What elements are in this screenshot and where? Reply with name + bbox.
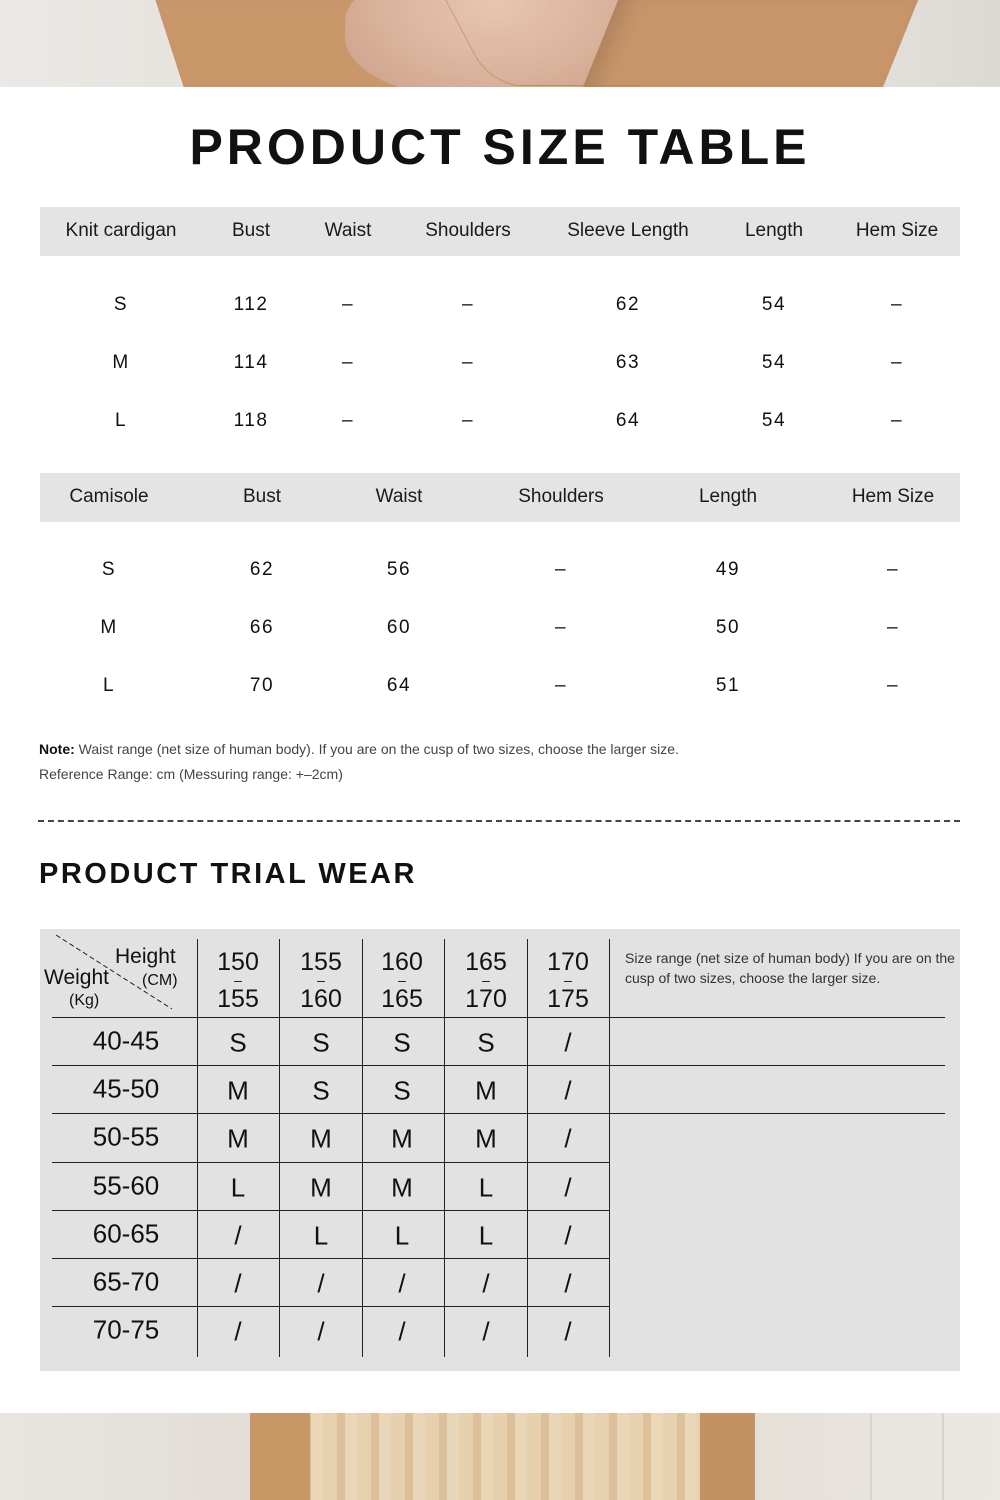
- size-recommendation: S: [312, 1075, 330, 1106]
- size-recommendation: /: [317, 1316, 325, 1347]
- cardigan-size-table: [40, 207, 960, 450]
- model-photo-top: [0, 0, 1000, 87]
- table-cell: 64: [615, 410, 641, 431]
- size-recommendation: L: [394, 1220, 410, 1251]
- table-cell: 49: [715, 559, 741, 580]
- table-cell: 50: [715, 617, 741, 638]
- weight-range-label: 45-50: [92, 1073, 160, 1104]
- size-recommendation: /: [564, 1075, 572, 1106]
- size-recommendation: L: [478, 1220, 494, 1251]
- table-cell: –: [461, 352, 475, 373]
- table-cell: –: [554, 617, 568, 638]
- column-header: Length: [698, 486, 758, 507]
- grid-rule: [52, 1210, 609, 1211]
- table-row: [40, 541, 960, 599]
- size-recommendation: /: [564, 1316, 572, 1347]
- trial-wear-table: [40, 929, 960, 1371]
- table-cell: 66: [249, 617, 275, 638]
- table-cell: –: [886, 559, 900, 580]
- column-header: Shoulders: [425, 220, 511, 241]
- dashed-divider: [38, 820, 960, 822]
- note-text: Waist range (net size of human body). If you are on the cusp of two sizes, choose the larger size.: [74, 741, 679, 757]
- column-header: Camisole: [69, 486, 149, 507]
- table-header-row: [40, 473, 960, 522]
- tote-bag: [870, 1413, 944, 1500]
- grid-rule: [52, 1162, 609, 1163]
- range-separator: –: [234, 972, 242, 988]
- size-recommendation: /: [564, 1268, 572, 1299]
- size-recommendation: S: [229, 1027, 247, 1058]
- size-recommendation: /: [234, 1220, 242, 1251]
- table-cell: –: [341, 352, 355, 373]
- table-cell: 112: [233, 294, 269, 315]
- table-cell: –: [890, 294, 904, 315]
- table-cell: M: [100, 617, 118, 638]
- column-header: Sleeve Length: [567, 220, 689, 241]
- table-cell: –: [886, 617, 900, 638]
- size-recommendation: M: [475, 1075, 497, 1106]
- table-cell: –: [886, 675, 900, 696]
- page-title: PRODUCT SIZE TABLE: [189, 119, 811, 175]
- column-header: Waist: [324, 220, 372, 241]
- table-row: [40, 392, 960, 450]
- corner-cm-label: (CM): [142, 972, 178, 989]
- column-header: Bust: [231, 220, 271, 241]
- table-cell: 62: [615, 294, 641, 315]
- column-header: Length: [744, 220, 804, 241]
- size-recommendation: M: [391, 1123, 413, 1154]
- pleated-skirt: [255, 1413, 735, 1500]
- table-cell: L: [114, 410, 128, 431]
- size-recommendation: /: [482, 1268, 490, 1299]
- table-cell: S: [101, 559, 117, 580]
- height-min: 165: [465, 948, 507, 976]
- size-recommendation: /: [234, 1268, 242, 1299]
- height-min: 150: [217, 948, 259, 976]
- grid-rule: [197, 939, 198, 1357]
- table-cell: 70: [249, 675, 275, 696]
- size-recommendation: /: [482, 1316, 490, 1347]
- table-cell: –: [554, 559, 568, 580]
- grid-rule: [52, 1113, 609, 1114]
- table-cell: –: [554, 675, 568, 696]
- weight-range-label: 60-65: [92, 1218, 160, 1249]
- size-note: [39, 737, 679, 787]
- corner-height-label: Height: [115, 945, 176, 968]
- grid-rule: [279, 939, 280, 1357]
- range-separator: –: [564, 972, 572, 988]
- table-cell: 63: [615, 352, 641, 373]
- grid-rule: [609, 939, 610, 1357]
- size-range-note: Size range (net size of human body) If you are on the cusp of two sizes, choose the larger size.: [625, 950, 955, 986]
- range-separator: –: [398, 972, 406, 988]
- height-range-header: [217, 949, 259, 1012]
- column-header: Knit cardigan: [65, 220, 177, 241]
- height-min: 170: [547, 948, 589, 976]
- size-recommendation: /: [234, 1316, 242, 1347]
- reference-range: Reference Range: cm (Messuring range: +–2cm): [39, 766, 343, 782]
- cardigan-sleeve-right: [700, 1413, 755, 1500]
- table-cell: 60: [386, 617, 412, 638]
- size-recommendation: /: [564, 1027, 572, 1058]
- size-recommendation: M: [391, 1172, 413, 1203]
- corner-kg-label: (Kg): [69, 992, 100, 1009]
- size-recommendation: /: [564, 1172, 572, 1203]
- weight-range-label: 55-60: [92, 1170, 160, 1201]
- table-cell: –: [890, 352, 904, 373]
- size-recommendation: M: [310, 1123, 332, 1154]
- height-max: 175: [547, 985, 589, 1013]
- size-recommendation: /: [564, 1123, 572, 1154]
- column-header: Bust: [242, 486, 282, 507]
- size-recommendation: M: [227, 1075, 249, 1106]
- size-recommendation: M: [475, 1123, 497, 1154]
- column-header: Hem Size: [855, 220, 939, 241]
- size-recommendation: L: [478, 1172, 494, 1203]
- height-max: 165: [381, 985, 423, 1013]
- table-cell: 51: [715, 675, 741, 696]
- table-cell: 118: [233, 410, 269, 431]
- size-recommendation: S: [312, 1027, 330, 1058]
- table-cell: 114: [233, 352, 269, 373]
- column-header: Shoulders: [518, 486, 604, 507]
- grid-rule: [52, 1258, 609, 1259]
- trial-wear-title: PRODUCT TRIAL WEAR: [39, 858, 417, 890]
- table-cell: M: [112, 352, 130, 373]
- height-max: 170: [465, 985, 507, 1013]
- camisole-size-table: [40, 473, 960, 715]
- size-recommendation: /: [398, 1268, 406, 1299]
- size-recommendation: L: [313, 1220, 329, 1251]
- size-recommendation: M: [227, 1123, 249, 1154]
- size-recommendation: S: [393, 1027, 411, 1058]
- table-cell: 54: [761, 294, 787, 315]
- size-recommendation: /: [564, 1220, 572, 1251]
- grid-rule: [527, 939, 528, 1357]
- height-min: 160: [381, 948, 423, 976]
- size-recommendation: /: [317, 1268, 325, 1299]
- table-cell: –: [461, 410, 475, 431]
- table-cell: 54: [761, 352, 787, 373]
- grid-rule: [52, 1017, 945, 1018]
- corner-weight-label: Weight: [44, 966, 109, 989]
- height-max: 160: [300, 985, 342, 1013]
- table-cell: 64: [386, 675, 412, 696]
- grid-rule: [444, 939, 445, 1357]
- table-row: [40, 334, 960, 392]
- height-min: 155: [300, 948, 342, 976]
- size-recommendation: M: [310, 1172, 332, 1203]
- table-cell: –: [890, 410, 904, 431]
- column-header: Hem Size: [851, 486, 935, 507]
- weight-range-label: 40-45: [92, 1025, 160, 1056]
- table-header-row: [40, 207, 960, 256]
- weight-range-label: 50-55: [92, 1121, 160, 1152]
- table-cell: –: [341, 294, 355, 315]
- table-cell: –: [341, 410, 355, 431]
- weight-range-label: 65-70: [92, 1266, 160, 1297]
- height-range-header: [300, 949, 342, 1012]
- table-cell: S: [113, 294, 129, 315]
- table-row: [40, 276, 960, 334]
- table-row: [40, 657, 960, 715]
- column-header: Waist: [375, 486, 423, 507]
- height-max: 155: [217, 985, 259, 1013]
- grid-rule: [52, 1065, 945, 1066]
- grid-rule: [609, 1113, 945, 1114]
- table-cell: L: [102, 675, 116, 696]
- table-cell: 54: [761, 410, 787, 431]
- height-range-header: [547, 949, 589, 1012]
- grid-rule: [362, 939, 363, 1357]
- model-photo-bottom: [0, 1413, 1000, 1500]
- grid-rule: [52, 1306, 609, 1307]
- size-recommendation: S: [477, 1027, 495, 1058]
- size-recommendation: S: [393, 1075, 411, 1106]
- table-row: [40, 599, 960, 657]
- range-separator: –: [317, 972, 325, 988]
- size-recommendation: L: [230, 1172, 246, 1203]
- range-separator: –: [482, 972, 490, 988]
- note-label: Note:: [39, 741, 75, 757]
- height-range-header: [381, 949, 423, 1012]
- table-cell: 56: [386, 559, 412, 580]
- height-range-header: [465, 949, 507, 1012]
- size-recommendation: /: [398, 1316, 406, 1347]
- weight-range-label: 70-75: [92, 1314, 160, 1345]
- table-cell: 62: [249, 559, 275, 580]
- table-cell: –: [461, 294, 475, 315]
- cardigan-sleeve-left: [250, 1413, 310, 1500]
